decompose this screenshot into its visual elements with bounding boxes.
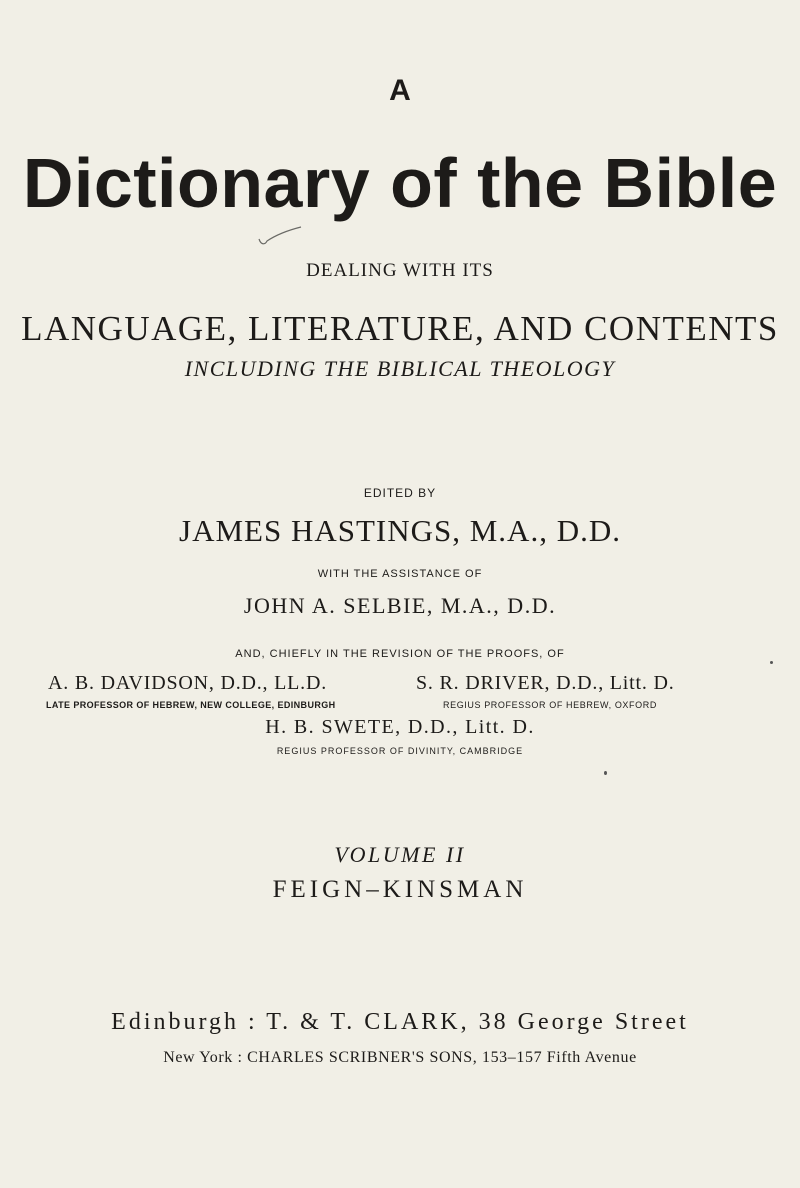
volume-label: VOLUME II: [334, 842, 466, 867]
edited-by-label: EDITED BY: [363, 486, 437, 500]
dealing-line: DEALING WITH ITS: [306, 260, 494, 281]
assistant-name: JOHN A. SELBIE, M.A., D.D.: [243, 593, 557, 618]
reviser-swete-role: REGIUS PROFESSOR OF DIVINITY, CAMBRIDGE: [276, 746, 524, 756]
title-article: A: [389, 74, 411, 107]
reviser-driver-name: S. R. DRIVER, D.D., Litt. D.: [416, 672, 675, 694]
assistance-label: WITH THE ASSISTANCE OF: [317, 568, 483, 580]
reviser-swete-name: H. B. SWETE, D.D., Litt. D.: [265, 716, 535, 738]
speck-mark: [604, 771, 607, 775]
reviser-davidson-role: LATE PROFESSOR OF HEBREW, NEW COLLEGE, EDINBURGH: [46, 700, 336, 710]
reviser-driver-role: REGIUS PROFESSOR OF HEBREW, OXFORD: [443, 700, 657, 710]
reviser-davidson-name: A. B. DAVIDSON, D.D., LL.D.: [48, 672, 328, 694]
editor-name: JAMES HASTINGS, M.A., D.D.: [179, 513, 621, 548]
including-line: INCLUDING THE BIBLICAL THEOLOGY: [184, 356, 616, 381]
book-title: Dictionary of the Bible: [22, 144, 778, 222]
speck-mark: [770, 661, 773, 664]
new-york-publisher-line: New York : CHARLES SCRIBNER'S SONS, 153–157 Fifth Avenue: [163, 1049, 637, 1066]
revision-label: AND, CHIEFLY IN THE REVISION OF THE PROOFS, OF: [235, 648, 565, 660]
volume-range: FEIGN–KINSMAN: [272, 876, 528, 903]
pen-mark-icon: [255, 225, 305, 247]
subjects-line: LANGUAGE, LITERATURE, AND CONTENTS: [21, 309, 779, 348]
publisher-line: Edinburgh : T. & T. CLARK, 38 George Street: [111, 1009, 689, 1035]
